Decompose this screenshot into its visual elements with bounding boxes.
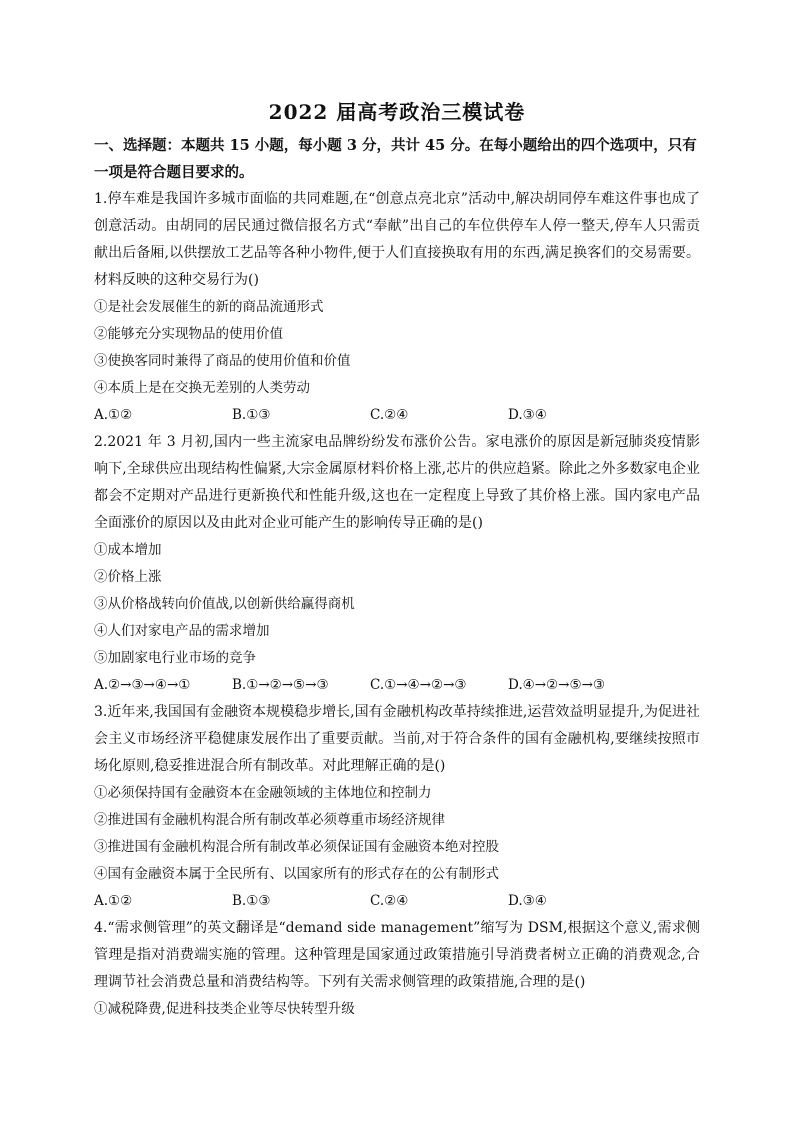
choice-d: D.④→②→⑤→③ [508,677,605,693]
question-4 [94,915,700,1023]
statement-option: ③推进国有金融机构混合所有制改革必须保证国有金融资本绝对控股 [94,839,499,855]
choice-a: A.②→③→④→① [94,677,191,693]
statement-option: ②能够充分实现物品的使用价值 [94,326,283,342]
choice-b: B.①③ [232,893,271,909]
statement-option: ①减税降费,促进科技类企业等尽快转型升级 [94,1001,355,1017]
choice-d: D.③④ [508,893,547,909]
statement-option: ③使换客同时兼得了商品的使用价值和价值 [94,353,351,369]
question-stem: 1.停车难是我国许多城市面临的共同难题,在“创意点亮北京”活动中,解决胡同停车难这件事也成了创意活动。由胡同的居民通过微信报名方式“奉献”出自己的车位供停车人停一整天,停车人只需贡献出后备厢,以供摆放工艺品等各种小物件,便于人们直接换取有用的东西,满足换客们的交易需要。材料反映的这种交易行为() [94,191,700,288]
question-stem: 2.2021 年 3 月初,国内一些主流家电品牌纷纷发布涨价公告。家电涨价的原因是新冠肺炎疫情影响下,全球供应出现结构性偏紧,大宗金属原材料价格上涨,芯片的供应趋紧。除此之外多数家电企业都会不定期对产品进行更新换代和性能升级,这也在一定程度上导致了其价格上涨。国内家电产品全面涨价的原因以及由此对企业可能产生的影响传导正确的是() [94,434,700,531]
question-stem: 4.“需求侧管理”的英文翻译是“demand side management”缩写为 DSM,根据这个意义,需求侧管理是指对消费端实施的管理。这种管理是国家通过政策措施引导消费者树立正确的消费观念,合理调节社会消费总量和消费结构等。下列有关需求侧管理的政策措施,合理的是() [94,920,700,990]
statement-option: ⑤加剧家电行业市场的竞争 [94,650,256,666]
statement-option: ③从价格战转向价值战,以创新供给赢得商机 [94,596,355,612]
exam-content [94,132,700,1023]
choice-c: C.①→④→②→③ [370,677,467,693]
answer-choices [94,672,700,699]
statement-option: ②价格上涨 [94,569,162,585]
section-header: 一、选择题：本题共 15 小题，每小题 3 分，共计 45 分。在每小题给出的四个选项中，只有一项是符合题目要求的。 [94,137,697,181]
answer-choices [94,402,700,429]
choice-a: A.①② [94,407,133,423]
question-3 [94,699,700,915]
question-stem: 3.近年来,我国国有金融资本规模稳步增长,国有金融机构改革持续推进,运营效益明显提升,为促进社会主义市场经济平稳健康发展作出了重要贡献。当前,对于符合条件的国有金融机构,要继续按照市场化原则,稳妥推进混合所有制改革。对此理解正确的是() [94,704,700,774]
choice-b: B.①→②→⑤→③ [232,677,329,693]
statement-option: ④国有金融资本属于全民所有、以国家所有的形式存在的公有制形式 [94,866,499,882]
choice-c: C.②④ [370,407,409,423]
answer-choices [94,888,700,915]
question-2 [94,429,700,699]
statement-option: ①必须保持国有金融资本在金融领域的主体地位和控制力 [94,785,432,801]
statement-option: ④人们对家电产品的需求增加 [94,623,270,639]
choice-c: C.②④ [370,893,409,909]
statement-option: ①成本增加 [94,542,162,558]
statement-option: ①是社会发展催生的新的商品流通形式 [94,299,324,315]
page-title: 2022 届高考政治三模试卷 [268,100,526,124]
statement-option: ②推进国有金融机构混合所有制改革必须尊重市场经济规律 [94,812,445,828]
question-1 [94,186,700,429]
choice-b: B.①③ [232,407,271,423]
choice-a: A.①② [94,893,133,909]
statement-option: ④本质上是在交换无差别的人类劳动 [94,380,310,396]
choice-d: D.③④ [508,407,547,423]
